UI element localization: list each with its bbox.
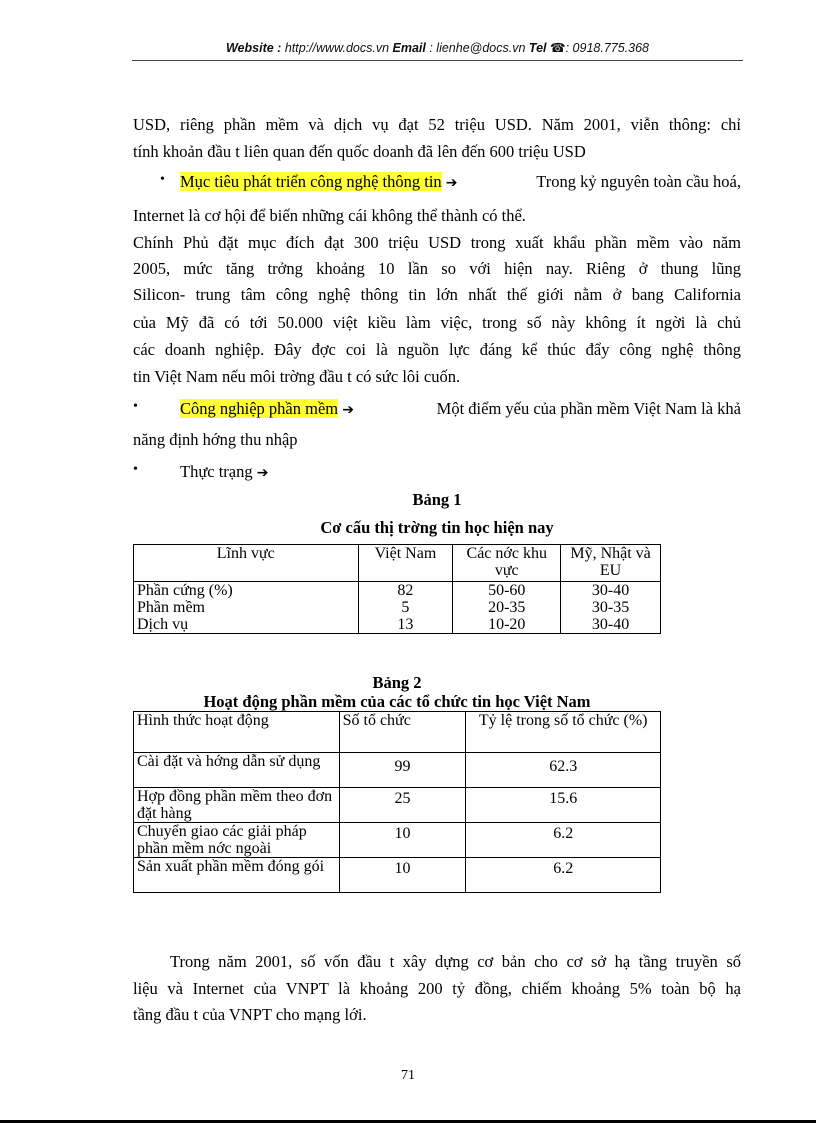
arrow-right-icon: ➔ [445, 175, 458, 191]
bullet-item-software-industry [180, 399, 741, 419]
table-cell: Chuyển giao các giải pháp phần mềm nớc ngoài [134, 823, 340, 858]
arrow-right-icon: ➔ [256, 465, 269, 481]
table-cell: 10-20 [453, 616, 561, 634]
table-row [134, 823, 661, 858]
table-caption: Bảng 1 [412, 490, 462, 509]
bullet-item-current-state [180, 462, 268, 482]
table-cell: 30-40 [561, 582, 661, 600]
page-number: 71 [401, 1068, 415, 1083]
bullet-icon: • [133, 399, 138, 414]
table-cell: 6.2 [466, 858, 661, 893]
table-title: Hoạt động phần mềm của các tổ chức tin học Việt Nam [203, 692, 591, 711]
table-caption: Bảng 2 [372, 673, 422, 692]
table-row [134, 753, 661, 788]
table-cell: 82 [358, 582, 453, 600]
paragraph-line: tầng đầu t của VNPT cho mạng lới. [133, 1005, 367, 1024]
table-cell: 99 [339, 753, 466, 788]
column-header: Mỹ, Nhật và EU [561, 545, 661, 582]
table-cell: 6.2 [466, 823, 661, 858]
table-cell: Phần mềm [134, 599, 359, 616]
table-row [134, 616, 661, 634]
tel-value: : 0918.775.368 [565, 41, 650, 55]
table-row [134, 788, 661, 823]
highlighted-heading: Công nghiệp phần mềm [180, 399, 339, 418]
arrow-right-icon: ➔ [342, 402, 354, 418]
table-cell: Dịch vụ [134, 616, 359, 634]
table-cell: 15.6 [466, 788, 661, 823]
paragraph-line: của Mỹ đã có tới 50.000 việt kiều làm việc, trong số này không ít ngời là chủ [133, 313, 741, 332]
bullet-icon: • [160, 172, 165, 187]
column-header: Số tổ chức [339, 712, 466, 753]
table-cell: 62.3 [466, 753, 661, 788]
paragraph-line: tin Việt Nam nếu môi trờng đầu t có sức lôi cuốn. [133, 367, 461, 386]
email-label: Email [392, 41, 426, 55]
bullet-text: Trong kỷ nguyên toàn cầu hoá, [536, 172, 741, 191]
paragraph-line: các doanh nghiệp. Đây đợc coi là nguồn lực đáng kể thúc đẩy công nghệ thông [133, 340, 741, 359]
table-cell: Hợp đồng phần mềm theo đơn đặt hàng [134, 788, 340, 823]
paragraph-line: liệu và Internet của VNPT là khoảng 200 tỷ đồng, chiếm khoảng 5% toàn bộ hạ [133, 979, 741, 998]
table-row [134, 858, 661, 893]
table-cell: Cài đặt và hớng dẫn sử dụng [134, 753, 340, 788]
table-cell: Sản xuất phần mềm đóng gói [134, 858, 340, 893]
website-label: Website : [225, 41, 282, 55]
bullet-text: Thực trạng [180, 462, 253, 481]
table-cell: 20-35 [453, 599, 561, 616]
phone-icon: ☎ [550, 41, 566, 55]
email-link[interactable]: : lienhe@docs.vn [429, 41, 526, 55]
table-row [134, 582, 661, 600]
table-header-row [134, 712, 661, 753]
tel-label: Tel [528, 41, 547, 55]
table-row [134, 599, 661, 616]
column-header: Việt Nam [358, 545, 453, 582]
table-cell: 10 [339, 858, 466, 893]
table-cell: 13 [358, 616, 453, 634]
website-link[interactable]: http://www.docs.vn [284, 41, 390, 55]
column-header: Tỷ lệ trong số tổ chức (%) [466, 712, 661, 753]
highlighted-heading: Mục tiêu phát triển công nghệ thông tin [180, 172, 442, 191]
page-header [132, 40, 743, 55]
table-title: Cơ cấu thị trờng tin học hiện nay [320, 518, 554, 537]
table-cell: 30-35 [561, 599, 661, 616]
table-cell: Phần cứng (%) [134, 582, 359, 600]
paragraph-line: Internet là cơ hội để biến những cái không thể thành có thể. [133, 206, 526, 225]
table-cell: 30-40 [561, 616, 661, 634]
software-activity-table [133, 711, 661, 893]
column-header: Lĩnh vực [134, 545, 359, 582]
header-divider [132, 60, 743, 61]
market-structure-table [133, 544, 661, 634]
bullet-item-it-goals [180, 172, 741, 192]
paragraph-line: Trong năm 2001, số vốn đầu t xây dựng cơ bản cho cơ sở hạ tầng truyền số [170, 952, 741, 971]
column-header: Hình thức hoạt động [134, 712, 340, 753]
paragraph-line: Chính Phủ đặt mục đích đạt 300 triệu USD trong xuất khẩu phần mềm vào năm [133, 233, 741, 252]
bullet-text: Một điểm yếu của phần mềm Việt Nam là khả [436, 399, 741, 418]
paragraph-line: Silicon- trung tâm công nghệ thông tin lớn nhất thế giới nằm ở bang California [133, 285, 741, 304]
column-header: Các nớc khu vực [453, 545, 561, 582]
table-cell: 50-60 [453, 582, 561, 600]
paragraph-line: năng định hớng thu nhập [133, 430, 298, 449]
paragraph-line: USD, riêng phần mềm và dịch vụ đạt 52 triệu USD. Năm 2001, viễn thông: chỉ [133, 115, 741, 134]
table-cell: 10 [339, 823, 466, 858]
paragraph-line: tính khoản đầu t liên quan đến quốc doanh đã lên đến 600 triệu USD [133, 142, 586, 161]
paragraph-line: 2005, mức tăng trởng khoảng 10 lần so với hiện nay. Riêng ở thung lũng [133, 259, 741, 278]
table-cell: 25 [339, 788, 466, 823]
table-header-row [134, 545, 661, 582]
bullet-icon: • [133, 462, 138, 477]
table-cell: 5 [358, 599, 453, 616]
